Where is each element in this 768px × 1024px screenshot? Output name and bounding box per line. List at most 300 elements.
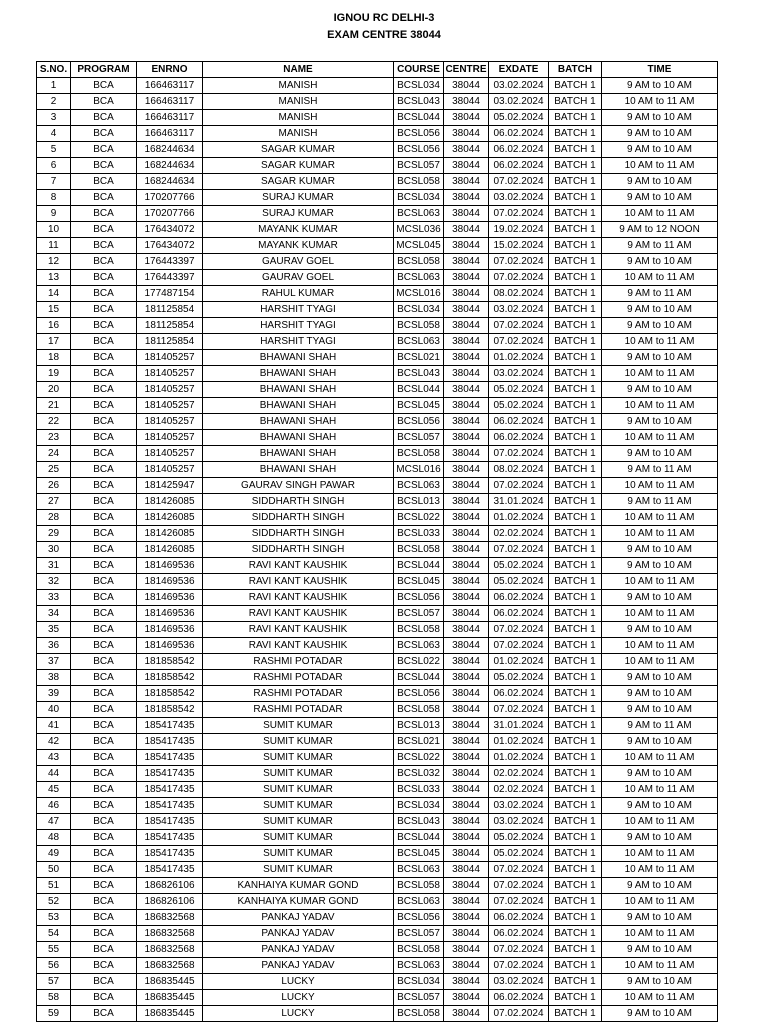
cell-exdate: 05.02.2024 <box>489 574 549 590</box>
cell-enrno: 181405257 <box>137 430 203 446</box>
cell-time: 10 AM to 11 AM <box>602 270 718 286</box>
cell-program: BCA <box>71 158 137 174</box>
cell-course: BCSL058 <box>394 1006 444 1022</box>
cell-course: BCSL057 <box>394 926 444 942</box>
cell-exdate: 05.02.2024 <box>489 110 549 126</box>
cell-time: 9 AM to 10 AM <box>602 142 718 158</box>
cell-course: BCSL034 <box>394 190 444 206</box>
cell-centre: 38044 <box>444 366 489 382</box>
cell-centre: 38044 <box>444 94 489 110</box>
cell-batch: BATCH 1 <box>549 334 602 350</box>
cell-batch: BATCH 1 <box>549 302 602 318</box>
cell-program: BCA <box>71 222 137 238</box>
cell-sno: 34 <box>37 606 71 622</box>
cell-sno: 46 <box>37 798 71 814</box>
cell-name: SURAJ KUMAR <box>203 206 394 222</box>
cell-enrno: 176443397 <box>137 254 203 270</box>
table-row <box>37 142 718 158</box>
cell-exdate: 06.02.2024 <box>489 926 549 942</box>
cell-exdate: 06.02.2024 <box>489 158 549 174</box>
table-row <box>37 398 718 414</box>
table-row <box>37 638 718 654</box>
cell-course: BCSL034 <box>394 798 444 814</box>
cell-name: SUMIT KUMAR <box>203 830 394 846</box>
cell-enrno: 181426085 <box>137 526 203 542</box>
cell-sno: 24 <box>37 446 71 462</box>
cell-centre: 38044 <box>444 878 489 894</box>
cell-batch: BATCH 1 <box>549 174 602 190</box>
cell-program: BCA <box>71 510 137 526</box>
cell-centre: 38044 <box>444 206 489 222</box>
cell-time: 9 AM to 10 AM <box>602 734 718 750</box>
cell-batch: BATCH 1 <box>549 590 602 606</box>
cell-program: BCA <box>71 590 137 606</box>
cell-sno: 55 <box>37 942 71 958</box>
table-row <box>37 606 718 622</box>
cell-centre: 38044 <box>444 398 489 414</box>
cell-centre: 38044 <box>444 158 489 174</box>
table-row <box>37 366 718 382</box>
cell-program: BCA <box>71 734 137 750</box>
cell-centre: 38044 <box>444 974 489 990</box>
cell-batch: BATCH 1 <box>549 446 602 462</box>
table-header <box>37 62 718 78</box>
cell-exdate: 03.02.2024 <box>489 814 549 830</box>
table-row <box>37 414 718 430</box>
cell-course: BCSL058 <box>394 702 444 718</box>
cell-time: 9 AM to 10 AM <box>602 254 718 270</box>
cell-name: BHAWANI SHAH <box>203 366 394 382</box>
cell-batch: BATCH 1 <box>549 766 602 782</box>
cell-course: BCSL032 <box>394 766 444 782</box>
cell-enrno: 185417435 <box>137 766 203 782</box>
table-row <box>37 302 718 318</box>
cell-enrno: 181858542 <box>137 654 203 670</box>
cell-name: SUMIT KUMAR <box>203 718 394 734</box>
cell-course: BCSL063 <box>394 270 444 286</box>
cell-name: SUMIT KUMAR <box>203 782 394 798</box>
cell-sno: 28 <box>37 510 71 526</box>
cell-centre: 38044 <box>444 302 489 318</box>
cell-course: BCSL063 <box>394 206 444 222</box>
cell-course: BCSL056 <box>394 910 444 926</box>
cell-centre: 38044 <box>444 286 489 302</box>
cell-exdate: 01.02.2024 <box>489 654 549 670</box>
cell-program: BCA <box>71 974 137 990</box>
cell-sno: 16 <box>37 318 71 334</box>
cell-course: BCSL056 <box>394 142 444 158</box>
cell-batch: BATCH 1 <box>549 158 602 174</box>
cell-time: 10 AM to 11 AM <box>602 926 718 942</box>
exam-schedule-table <box>36 61 718 1022</box>
cell-centre: 38044 <box>444 782 489 798</box>
cell-time: 10 AM to 11 AM <box>602 366 718 382</box>
cell-sno: 10 <box>37 222 71 238</box>
cell-course: BCSL057 <box>394 606 444 622</box>
table-row <box>37 718 718 734</box>
cell-exdate: 02.02.2024 <box>489 526 549 542</box>
cell-name: BHAWANI SHAH <box>203 398 394 414</box>
cell-enrno: 186826106 <box>137 878 203 894</box>
cell-exdate: 07.02.2024 <box>489 206 549 222</box>
cell-name: GAURAV GOEL <box>203 254 394 270</box>
cell-enrno: 186832568 <box>137 958 203 974</box>
cell-centre: 38044 <box>444 1006 489 1022</box>
cell-program: BCA <box>71 670 137 686</box>
cell-batch: BATCH 1 <box>549 686 602 702</box>
cell-course: BCSL013 <box>394 494 444 510</box>
cell-enrno: 181469536 <box>137 590 203 606</box>
cell-centre: 38044 <box>444 766 489 782</box>
cell-exdate: 03.02.2024 <box>489 94 549 110</box>
cell-program: BCA <box>71 94 137 110</box>
cell-program: BCA <box>71 446 137 462</box>
cell-program: BCA <box>71 846 137 862</box>
cell-time: 10 AM to 11 AM <box>602 158 718 174</box>
table-row <box>37 430 718 446</box>
cell-sno: 47 <box>37 814 71 830</box>
cell-course: BCSL044 <box>394 670 444 686</box>
cell-batch: BATCH 1 <box>549 654 602 670</box>
cell-sno: 49 <box>37 846 71 862</box>
cell-sno: 18 <box>37 350 71 366</box>
cell-batch: BATCH 1 <box>549 862 602 878</box>
cell-program: BCA <box>71 478 137 494</box>
cell-name: RASHMI POTADAR <box>203 670 394 686</box>
cell-sno: 41 <box>37 718 71 734</box>
table-row <box>37 958 718 974</box>
cell-centre: 38044 <box>444 750 489 766</box>
cell-time: 9 AM to 11 AM <box>602 238 718 254</box>
cell-program: BCA <box>71 254 137 270</box>
cell-enrno: 177487154 <box>137 286 203 302</box>
cell-sno: 51 <box>37 878 71 894</box>
cell-sno: 25 <box>37 462 71 478</box>
cell-batch: BATCH 1 <box>549 222 602 238</box>
table-row <box>37 878 718 894</box>
cell-centre: 38044 <box>444 894 489 910</box>
table-row <box>37 846 718 862</box>
cell-sno: 19 <box>37 366 71 382</box>
cell-exdate: 15.02.2024 <box>489 238 549 254</box>
cell-name: SUMIT KUMAR <box>203 846 394 862</box>
cell-enrno: 181405257 <box>137 382 203 398</box>
cell-time: 10 AM to 11 AM <box>602 638 718 654</box>
cell-enrno: 181858542 <box>137 670 203 686</box>
cell-time: 10 AM to 11 AM <box>602 606 718 622</box>
cell-program: BCA <box>71 238 137 254</box>
cell-centre: 38044 <box>444 222 489 238</box>
cell-program: BCA <box>71 142 137 158</box>
cell-batch: BATCH 1 <box>549 926 602 942</box>
cell-exdate: 06.02.2024 <box>489 142 549 158</box>
cell-program: BCA <box>71 990 137 1006</box>
cell-enrno: 181405257 <box>137 446 203 462</box>
cell-sno: 32 <box>37 574 71 590</box>
cell-program: BCA <box>71 382 137 398</box>
cell-exdate: 07.02.2024 <box>489 1006 549 1022</box>
cell-name: HARSHIT TYAGI <box>203 318 394 334</box>
cell-name: RAVI KANT KAUSHIK <box>203 590 394 606</box>
cell-exdate: 03.02.2024 <box>489 798 549 814</box>
cell-course: BCSL043 <box>394 366 444 382</box>
cell-time: 9 AM to 10 AM <box>602 318 718 334</box>
cell-name: SIDDHARTH SINGH <box>203 542 394 558</box>
cell-enrno: 185417435 <box>137 814 203 830</box>
cell-centre: 38044 <box>444 734 489 750</box>
cell-sno: 5 <box>37 142 71 158</box>
cell-course: BCSL057 <box>394 158 444 174</box>
cell-batch: BATCH 1 <box>549 78 602 94</box>
cell-batch: BATCH 1 <box>549 782 602 798</box>
table-row <box>37 654 718 670</box>
cell-enrno: 181858542 <box>137 702 203 718</box>
cell-centre: 38044 <box>444 190 489 206</box>
cell-centre: 38044 <box>444 606 489 622</box>
cell-batch: BATCH 1 <box>549 286 602 302</box>
cell-centre: 38044 <box>444 670 489 686</box>
cell-sno: 14 <box>37 286 71 302</box>
cell-enrno: 168244634 <box>137 158 203 174</box>
cell-centre: 38044 <box>444 174 489 190</box>
table-row <box>37 766 718 782</box>
cell-time: 10 AM to 11 AM <box>602 398 718 414</box>
cell-centre: 38044 <box>444 254 489 270</box>
cell-program: BCA <box>71 542 137 558</box>
cell-course: BCSL013 <box>394 718 444 734</box>
column-header-exdate: EXDATE <box>489 62 549 78</box>
cell-batch: BATCH 1 <box>549 702 602 718</box>
cell-course: BCSL034 <box>394 974 444 990</box>
cell-course: BCSL022 <box>394 750 444 766</box>
cell-exdate: 07.02.2024 <box>489 478 549 494</box>
cell-time: 10 AM to 11 AM <box>602 750 718 766</box>
cell-sno: 56 <box>37 958 71 974</box>
table-row <box>37 78 718 94</box>
cell-centre: 38044 <box>444 430 489 446</box>
table-row <box>37 1006 718 1022</box>
cell-course: BCSL022 <box>394 654 444 670</box>
cell-exdate: 07.02.2024 <box>489 958 549 974</box>
cell-course: BCSL056 <box>394 590 444 606</box>
cell-exdate: 08.02.2024 <box>489 286 549 302</box>
cell-exdate: 07.02.2024 <box>489 446 549 462</box>
cell-exdate: 07.02.2024 <box>489 878 549 894</box>
cell-sno: 9 <box>37 206 71 222</box>
cell-centre: 38044 <box>444 382 489 398</box>
cell-centre: 38044 <box>444 718 489 734</box>
cell-batch: BATCH 1 <box>549 414 602 430</box>
cell-program: BCA <box>71 126 137 142</box>
cell-enrno: 176434072 <box>137 238 203 254</box>
cell-time: 10 AM to 11 AM <box>602 430 718 446</box>
cell-time: 10 AM to 11 AM <box>602 206 718 222</box>
header-row <box>37 62 718 78</box>
cell-enrno: 186835445 <box>137 974 203 990</box>
cell-time: 10 AM to 11 AM <box>602 862 718 878</box>
cell-course: BCSL058 <box>394 318 444 334</box>
cell-batch: BATCH 1 <box>549 990 602 1006</box>
cell-program: BCA <box>71 558 137 574</box>
cell-centre: 38044 <box>444 638 489 654</box>
cell-exdate: 05.02.2024 <box>489 558 549 574</box>
cell-sno: 23 <box>37 430 71 446</box>
cell-centre: 38044 <box>444 622 489 638</box>
cell-time: 9 AM to 10 AM <box>602 1006 718 1022</box>
cell-course: BCSL033 <box>394 526 444 542</box>
cell-name: SAGAR KUMAR <box>203 158 394 174</box>
table-row <box>37 526 718 542</box>
cell-centre: 38044 <box>444 126 489 142</box>
cell-name: MANISH <box>203 78 394 94</box>
cell-sno: 57 <box>37 974 71 990</box>
table-row <box>37 254 718 270</box>
cell-program: BCA <box>71 350 137 366</box>
cell-batch: BATCH 1 <box>549 206 602 222</box>
table-row <box>37 478 718 494</box>
cell-enrno: 181469536 <box>137 622 203 638</box>
cell-name: SAGAR KUMAR <box>203 142 394 158</box>
table-row <box>37 750 718 766</box>
cell-program: BCA <box>71 654 137 670</box>
column-header-batch: BATCH <box>549 62 602 78</box>
table-row <box>37 782 718 798</box>
cell-centre: 38044 <box>444 862 489 878</box>
table-row <box>37 734 718 750</box>
cell-batch: BATCH 1 <box>549 574 602 590</box>
cell-exdate: 07.02.2024 <box>489 622 549 638</box>
cell-exdate: 01.02.2024 <box>489 510 549 526</box>
cell-course: BCSL033 <box>394 782 444 798</box>
cell-course: BCSL022 <box>394 510 444 526</box>
cell-exdate: 19.02.2024 <box>489 222 549 238</box>
cell-exdate: 06.02.2024 <box>489 414 549 430</box>
cell-course: BCSL044 <box>394 110 444 126</box>
table-row <box>37 814 718 830</box>
cell-course: BCSL058 <box>394 542 444 558</box>
cell-exdate: 02.02.2024 <box>489 766 549 782</box>
cell-enrno: 181426085 <box>137 510 203 526</box>
table-row <box>37 974 718 990</box>
cell-centre: 38044 <box>444 446 489 462</box>
column-header-course: COURSE <box>394 62 444 78</box>
table-row <box>37 446 718 462</box>
cell-course: MCSL045 <box>394 238 444 254</box>
cell-name: BHAWANI SHAH <box>203 382 394 398</box>
cell-time: 10 AM to 11 AM <box>602 814 718 830</box>
cell-sno: 58 <box>37 990 71 1006</box>
cell-exdate: 03.02.2024 <box>489 302 549 318</box>
cell-sno: 31 <box>37 558 71 574</box>
cell-course: BCSL044 <box>394 558 444 574</box>
cell-batch: BATCH 1 <box>549 382 602 398</box>
table-row <box>37 190 718 206</box>
cell-time: 9 AM to 10 AM <box>602 558 718 574</box>
cell-time: 9 AM to 11 AM <box>602 462 718 478</box>
table-row <box>37 94 718 110</box>
cell-name: MANISH <box>203 110 394 126</box>
cell-time: 10 AM to 11 AM <box>602 526 718 542</box>
cell-enrno: 181405257 <box>137 366 203 382</box>
cell-centre: 38044 <box>444 990 489 1006</box>
cell-batch: BATCH 1 <box>549 974 602 990</box>
cell-sno: 8 <box>37 190 71 206</box>
cell-enrno: 181125854 <box>137 302 203 318</box>
cell-program: BCA <box>71 606 137 622</box>
cell-batch: BATCH 1 <box>549 750 602 766</box>
cell-exdate: 05.02.2024 <box>489 398 549 414</box>
cell-batch: BATCH 1 <box>549 366 602 382</box>
cell-program: BCA <box>71 814 137 830</box>
cell-batch: BATCH 1 <box>549 958 602 974</box>
cell-time: 10 AM to 11 AM <box>602 958 718 974</box>
cell-name: SIDDHARTH SINGH <box>203 494 394 510</box>
cell-centre: 38044 <box>444 270 489 286</box>
cell-enrno: 181858542 <box>137 686 203 702</box>
cell-time: 9 AM to 10 AM <box>602 766 718 782</box>
cell-time: 9 AM to 10 AM <box>602 382 718 398</box>
cell-name: RAVI KANT KAUSHIK <box>203 558 394 574</box>
cell-program: BCA <box>71 638 137 654</box>
table-row <box>37 350 718 366</box>
cell-exdate: 05.02.2024 <box>489 670 549 686</box>
cell-sno: 42 <box>37 734 71 750</box>
cell-course: BCSL063 <box>394 862 444 878</box>
table-row <box>37 542 718 558</box>
cell-enrno: 181125854 <box>137 334 203 350</box>
cell-course: BCSL058 <box>394 942 444 958</box>
cell-exdate: 07.02.2024 <box>489 174 549 190</box>
table-row <box>37 126 718 142</box>
cell-exdate: 07.02.2024 <box>489 318 549 334</box>
cell-batch: BATCH 1 <box>549 606 602 622</box>
cell-batch: BATCH 1 <box>549 398 602 414</box>
cell-program: BCA <box>71 190 137 206</box>
cell-time: 9 AM to 10 AM <box>602 302 718 318</box>
cell-time: 9 AM to 12 NOON <box>602 222 718 238</box>
cell-exdate: 31.01.2024 <box>489 494 549 510</box>
table-row <box>37 206 718 222</box>
cell-name: SIDDHARTH SINGH <box>203 526 394 542</box>
cell-course: BCSL021 <box>394 734 444 750</box>
cell-centre: 38044 <box>444 942 489 958</box>
cell-exdate: 06.02.2024 <box>489 126 549 142</box>
cell-exdate: 03.02.2024 <box>489 366 549 382</box>
cell-program: BCA <box>71 174 137 190</box>
cell-sno: 17 <box>37 334 71 350</box>
cell-batch: BATCH 1 <box>549 638 602 654</box>
cell-centre: 38044 <box>444 702 489 718</box>
cell-name: MANISH <box>203 94 394 110</box>
document-subtitle: EXAM CENTRE 38044 <box>327 29 441 41</box>
cell-course: BCSL058 <box>394 878 444 894</box>
cell-batch: BATCH 1 <box>549 430 602 446</box>
cell-course: MCSL036 <box>394 222 444 238</box>
cell-time: 9 AM to 10 AM <box>602 78 718 94</box>
cell-sno: 44 <box>37 766 71 782</box>
cell-enrno: 185417435 <box>137 830 203 846</box>
cell-exdate: 07.02.2024 <box>489 942 549 958</box>
cell-sno: 36 <box>37 638 71 654</box>
cell-time: 9 AM to 10 AM <box>602 878 718 894</box>
cell-enrno: 186835445 <box>137 1006 203 1022</box>
cell-sno: 27 <box>37 494 71 510</box>
cell-enrno: 185417435 <box>137 862 203 878</box>
cell-enrno: 185417435 <box>137 750 203 766</box>
cell-enrno: 181426085 <box>137 494 203 510</box>
cell-sno: 48 <box>37 830 71 846</box>
cell-time: 10 AM to 11 AM <box>602 574 718 590</box>
